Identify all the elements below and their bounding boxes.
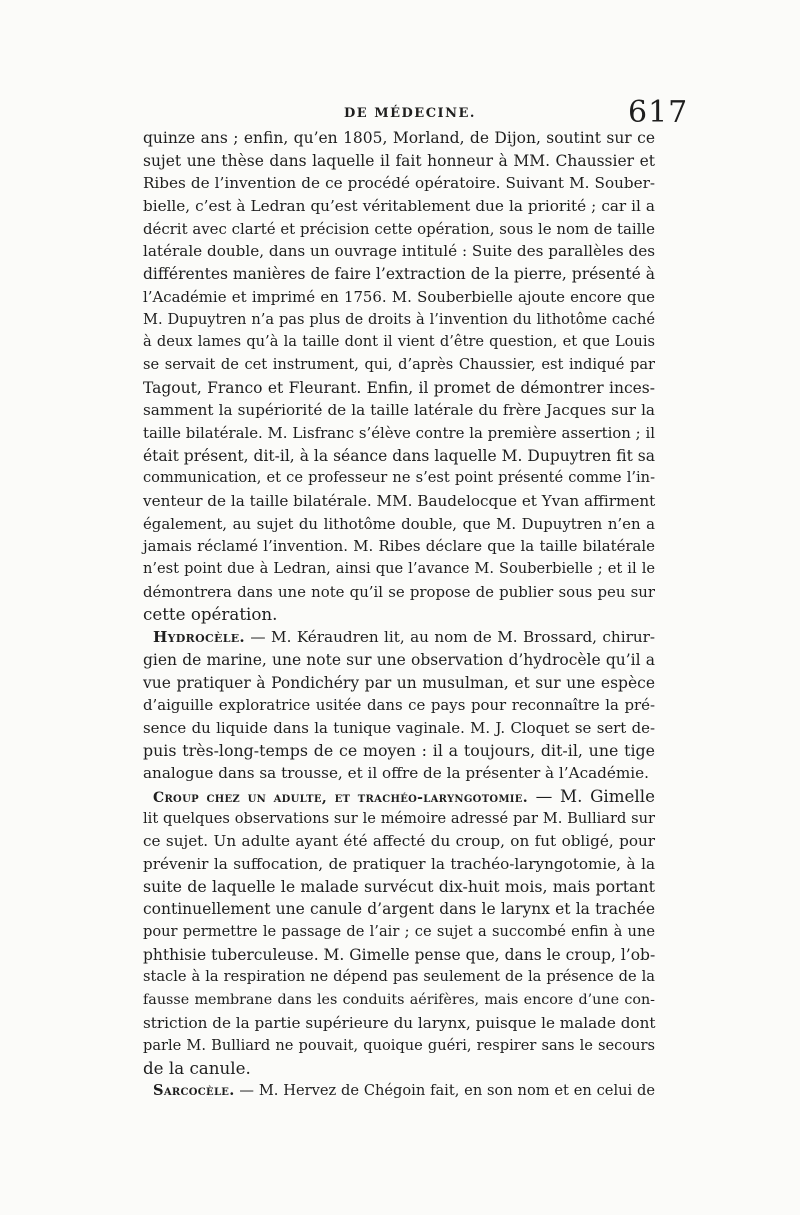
text-line: phthisie tuberculeuse. M. Gimelle pense que, dans le croup, l’ob- bbox=[143, 945, 656, 964]
paragraph-sarcocele bbox=[143, 1080, 655, 1103]
text-line: décrit avec clarté et précision cette opération, sous le nom de taille bbox=[143, 219, 655, 238]
text-line: également, au sujet du lithotôme double, que M. Dupuytren n’en a bbox=[143, 514, 655, 533]
text-line: se servait de cet instrument, qui, d’après Chaussier, est indiqué par bbox=[143, 355, 655, 373]
text-run: — M. Gimelle bbox=[527, 785, 655, 806]
text-line: de la canule. bbox=[143, 1058, 251, 1079]
text-line: différentes manières de faire l’extraction de la pierre, présenté à bbox=[143, 265, 655, 284]
text-line: d’aiguille exploratrice usitée dans ce pays pour reconnaître la pré- bbox=[143, 696, 655, 715]
text-run: — M. Kéraudren lit, au nom de M. Brossard, chirur- bbox=[245, 628, 655, 647]
text-line: vue pratiquer à Pondichéry par un musulman, et sur une espèce bbox=[143, 673, 655, 692]
text-line: fausse membrane dans les conduits aérifères, mais encore d’une con- bbox=[143, 992, 655, 1009]
text-line: cette opération. bbox=[143, 604, 278, 625]
text-line: à deux lames qu’à la taille dont il vient d’être question, et que Louis bbox=[143, 333, 655, 351]
paragraph-priority-debate bbox=[143, 127, 655, 626]
text-line: stacle à la respiration ne dépend pas seulement de la présence de la bbox=[143, 968, 655, 986]
text-line: quinze ans ; enfin, qu’en 1805, Morland, de Dijon, soutint sur ce bbox=[143, 129, 655, 147]
paragraph-hydrocele bbox=[143, 626, 655, 785]
text-line: latérale double, dans un ouvrage intitulé : Suite des parallèles des bbox=[143, 242, 655, 261]
text-line: parle M. Bulliard ne pouvait, quoique guéri, respirer sans le secours bbox=[143, 1036, 655, 1054]
running-head: DE MÉDECINE. bbox=[344, 106, 476, 121]
text-line: M. Dupuytren n’a pas plus de droits à l’invention du lithotôme caché bbox=[143, 310, 655, 328]
text-line: continuellement une canule d’argent dans le larynx et la trachée bbox=[143, 900, 655, 919]
text-line: lit quelques observations sur le mémoire adressé par M. Bulliard sur bbox=[143, 809, 655, 827]
paragraph-croup bbox=[143, 785, 655, 1080]
text-line: bielle, c’est à Ledran qu’est véritablement due la priorité ; car il a bbox=[143, 197, 655, 216]
text-line: venteur de la taille bilatérale. MM. Baudelocque et Yvan affirment bbox=[143, 492, 656, 510]
text-line: pour permettre le passage de l’air ; ce sujet a succombé enfin à une bbox=[143, 923, 655, 941]
text-line: Tagout, Franco et Fleurant. Enfin, il promet de démontrer inces- bbox=[143, 378, 655, 397]
text-line: sence du liquide dans la tunique vaginale. M. J. Cloquet se sert de- bbox=[143, 718, 655, 737]
text-line: n’est point due à Ledran, ainsi que l’avance M. Souberbielle ; et il le bbox=[143, 560, 655, 578]
section-heading-sarcocele: Sarcocèle. bbox=[153, 1081, 235, 1099]
text-line: gien de marine, une note sur une observation d’hydrocèle qu’il a bbox=[143, 650, 655, 669]
text-line: communication, et ce professeur ne s’est point présenté comme l’in- bbox=[143, 469, 655, 487]
section-heading-hydrocele: Hydrocèle. bbox=[153, 628, 246, 647]
section-heading-croup: Croup chez un adulte, et trachéo-laryngotomie. bbox=[153, 789, 528, 806]
body-text bbox=[143, 127, 655, 1103]
text-line: l’Académie et imprimé en 1756. M. Souberbielle ajoute encore que bbox=[143, 287, 655, 306]
text-line: Ribes de l’invention de ce procédé opératoire. Suivant M. Souber- bbox=[143, 174, 655, 193]
text-line: taille bilatérale. M. Lisfranc s’élève contre la première assertion ; il bbox=[143, 423, 655, 442]
text-line bbox=[143, 1080, 655, 1103]
text-line: suite de laquelle le malade survécut dix-huit mois, mais portant bbox=[143, 876, 655, 896]
text-line bbox=[143, 626, 655, 649]
text-line: samment la supériorité de la taille latérale du frère Jacques sur la bbox=[143, 401, 655, 420]
text-line: analogue dans sa trousse, et il offre de la présenter à l’Académie. bbox=[143, 764, 649, 783]
text-line: était présent, dit-il, à la séance dans laquelle M. Dupuytren fit sa bbox=[143, 446, 655, 465]
text-line: démontrera dans une note qu’il se propose de publier sous peu sur bbox=[143, 582, 655, 601]
text-line: jamais réclamé l’invention. M. Ribes déclare que la taille bilatérale bbox=[143, 537, 655, 556]
text-line bbox=[143, 785, 655, 808]
text-line: sujet une thèse dans laquelle il fait honneur à MM. Chaussier et bbox=[143, 151, 655, 170]
text-line: striction de la partie supérieure du larynx, puisque le malade dont bbox=[143, 1013, 656, 1032]
text-line: prévenir la suffocation, de pratiquer la trachéo-laryngotomie, à la bbox=[143, 855, 655, 873]
page-number: 617 bbox=[628, 95, 689, 130]
text-line: puis très-long-temps de ce moyen : il a toujours, dit-il, une tige bbox=[143, 740, 655, 760]
text-line: ce sujet. Un adulte ayant été affecté du croup, on fut obligé, pour bbox=[143, 832, 655, 851]
text-run: — M. Hervez de Chégoin fait, en son nom et en celui de bbox=[234, 1081, 655, 1099]
